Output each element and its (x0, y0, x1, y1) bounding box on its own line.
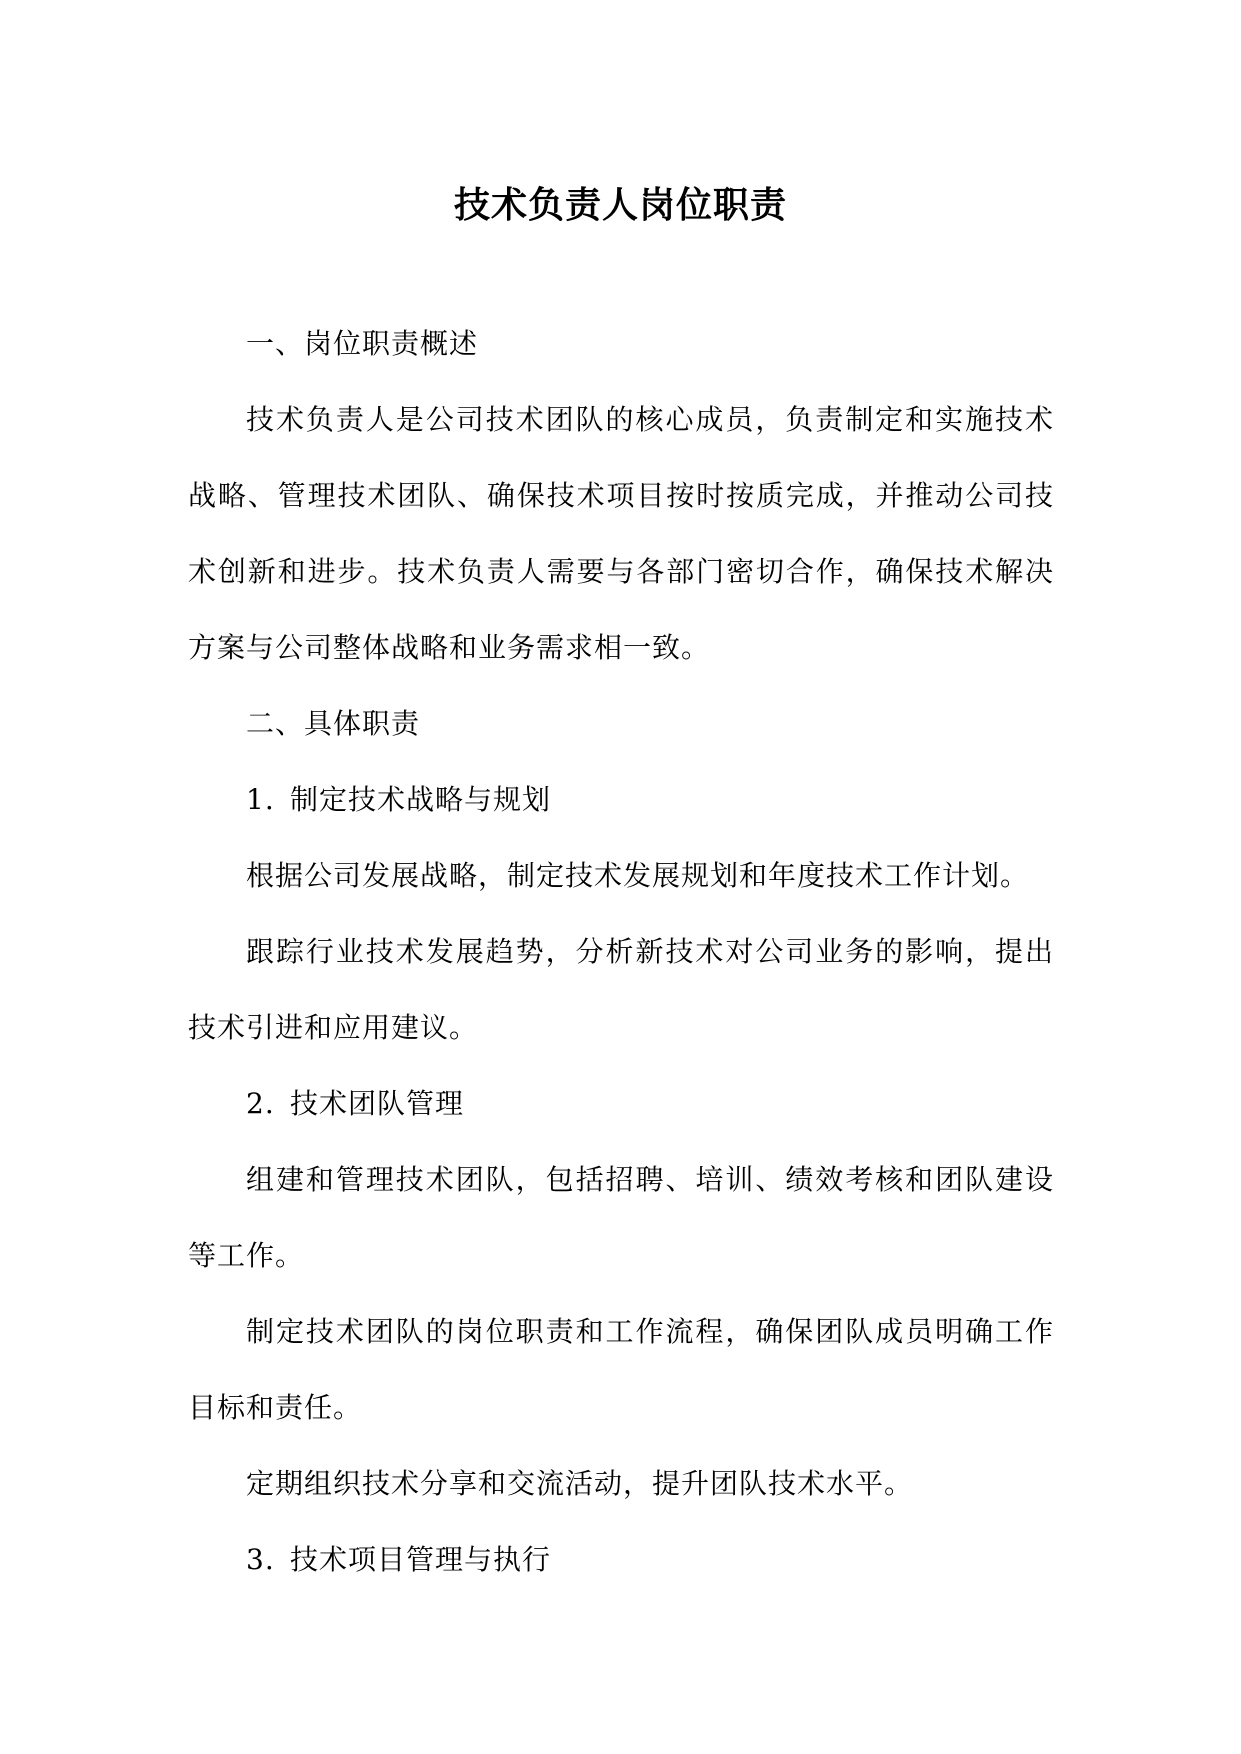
duty-item: 跟踪行业技术发展趋势，分析新技术对公司业务的影响，提出技术引进和应用建议。 (188, 935, 1054, 1044)
duty-item: 定期组织技术分享和交流活动，提升团队技术水平。 (246, 1467, 914, 1500)
subsection-title: 技术项目管理与执行 (290, 1543, 552, 1576)
duty-item: 根据公司发展战略，制定技术发展规划和年度技术工作计划。 (246, 859, 1030, 892)
duty-item: 组建和管理技术团队，包括招聘、培训、绩效考核和团队建设等工作。 (188, 1163, 1054, 1272)
subsection-number: 2. (246, 1087, 275, 1120)
subsection-heading-1 (188, 762, 1054, 838)
document-title: 技术负责人岗位职责 (453, 185, 787, 226)
subsection-number: 3. (246, 1543, 275, 1576)
subsection-number: 1. (246, 783, 275, 816)
overview-paragraph: 技术负责人是公司技术团队的核心成员，负责制定和实施技术战略、管理技术团队、确保技术项目按时按质完成，并推动公司技术创新和进步。技术负责人需要与各部门密切合作，确保技术解决方案与公司整体战略和业务需求相一致。 (188, 403, 1054, 664)
subsection-heading-2 (188, 1066, 1054, 1142)
section-heading-overview: 一、岗位职责概述 (246, 327, 479, 360)
subsection-heading-3 (188, 1522, 1054, 1598)
section-heading-duties: 二、具体职责 (246, 707, 421, 740)
subsection-title: 技术团队管理 (290, 1087, 465, 1120)
subsection-title: 制定技术战略与规划 (290, 783, 552, 816)
duty-item: 制定技术团队的岗位职责和工作流程，确保团队成员明确工作目标和责任。 (188, 1315, 1054, 1424)
document-body (188, 306, 1054, 1598)
